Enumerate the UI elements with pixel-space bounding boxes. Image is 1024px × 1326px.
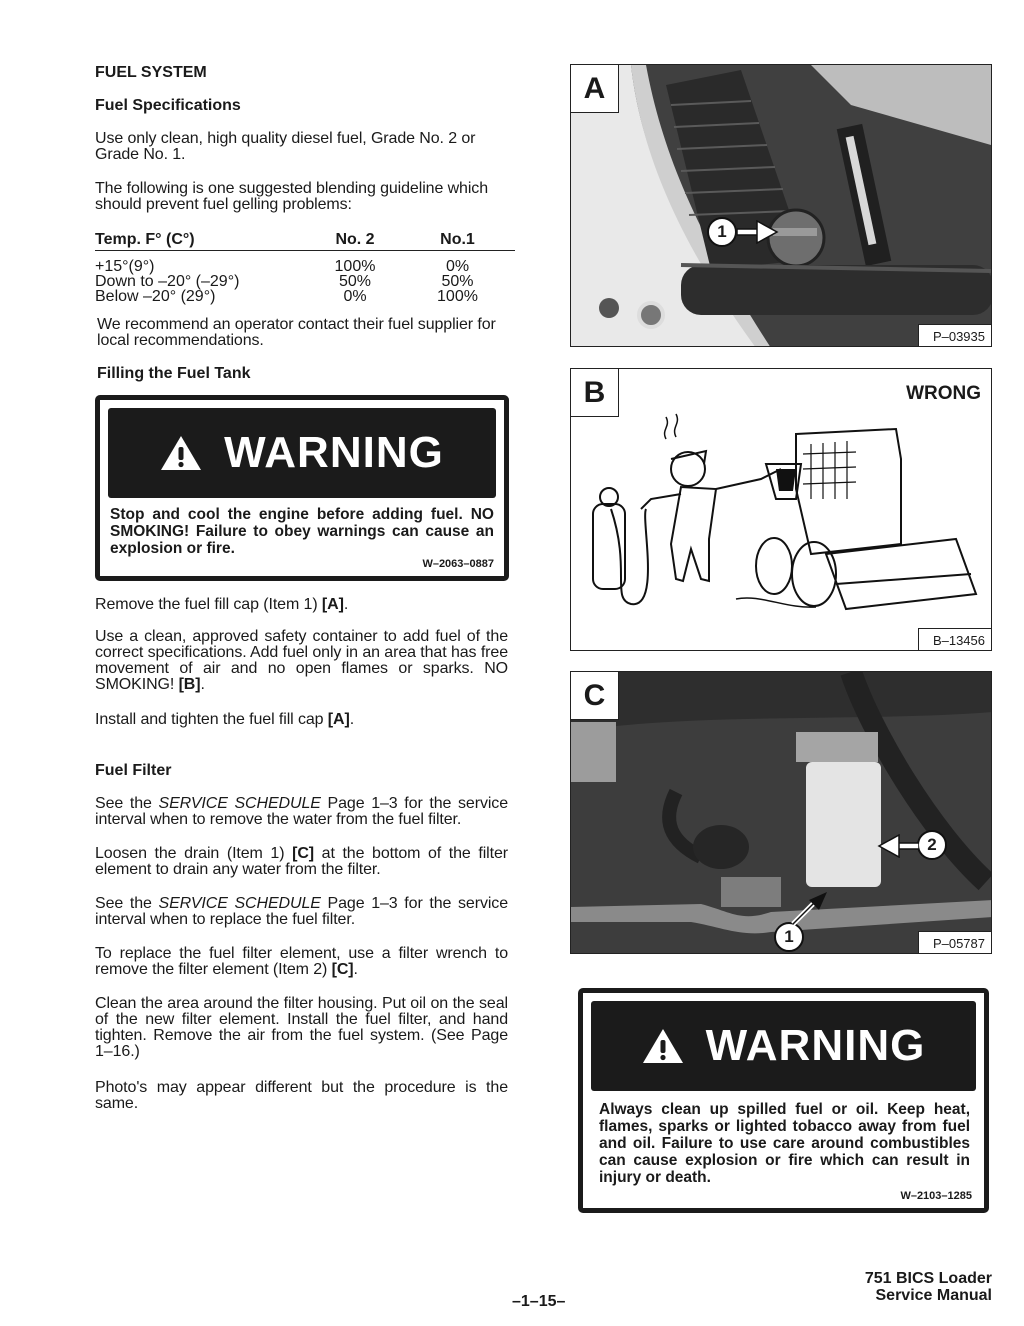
fuel-supplier-note: We recommend an operator contact their fuel supplier for local recommendations. <box>97 316 496 349</box>
warning-title: WARNING <box>705 1021 926 1070</box>
col-temp: Temp. F° (C°) <box>95 231 195 248</box>
cell-temp: +15°(9°) <box>95 258 155 275</box>
callout-arrow-icon <box>877 834 919 858</box>
warning-code: W–2103–1285 <box>900 1190 972 1202</box>
fuel-filter-heading: Fuel Filter <box>95 762 172 779</box>
table-row <box>95 274 515 289</box>
cell-temp: Below –20° (29°) <box>95 288 216 305</box>
cell-temp: Down to –20° (–29°) <box>95 273 240 290</box>
wrong-label: WRONG <box>906 383 981 404</box>
step-add-fuel: Use a clean, approved safety container to add fuel of the correct specifications. Add fuel only in an area that has free movement of air and no open flames or sparks. NO SMOKING! [B]. <box>95 628 508 693</box>
page-number: –1–15– <box>512 1293 566 1310</box>
figure-letter-a: A <box>571 65 619 113</box>
warning-box-fuel-fill <box>95 395 509 581</box>
cell-no2: 100% <box>334 258 376 275</box>
filter-para5: Clean the area around the filter housing. Put oil on the seal of the new filter element. Install the fuel filter, and hand tighten. Remove the air from the fuel system. (See Page 1–16.) <box>95 995 508 1060</box>
warning-band <box>108 408 496 498</box>
filter-para4: To replace the fuel filter element, use a filter wrench to remove the filter element (Item 2) [C]. <box>95 945 508 978</box>
warning-title: WARNING <box>224 428 444 477</box>
model-name: 751 BICS Loader <box>864 1270 992 1287</box>
callout-2-filter-element: 2 <box>917 830 947 860</box>
col-no1: No.1 <box>440 231 475 248</box>
filter-para3: See the SERVICE SCHEDULE Page 1–3 for the service interval when to replace the fuel filter. <box>95 895 508 928</box>
figure-code-a: P–03935 <box>918 324 991 346</box>
step-remove-cap: Remove the fuel fill cap (Item 1) [A]. <box>95 596 349 613</box>
fuel-specs-para2: The following is one suggested blending guideline which should prevent fuel gelling problems: <box>95 180 488 213</box>
figure-ref-a: [A] <box>321 596 344 613</box>
cell-no2: 50% <box>338 273 372 290</box>
figure-b-wrong-illustration <box>570 368 992 651</box>
cell-no1: 0% <box>445 258 470 275</box>
cell-no2: 0% <box>343 288 367 305</box>
fuel-specs-heading: Fuel Specifications <box>95 97 241 114</box>
cell-no1: 50% <box>441 273 474 290</box>
figure-ref-c: [C] <box>292 845 315 862</box>
table-row <box>95 259 515 274</box>
figure-a-fuel-cap-photo <box>570 64 992 347</box>
figure-ref-c: [C] <box>331 961 354 978</box>
filling-heading: Filling the Fuel Tank <box>97 365 251 382</box>
callout-1-drain: 1 <box>774 922 804 952</box>
callout-1-fuel-cap: 1 <box>707 217 737 247</box>
fuel-filter-photo-illustration <box>571 672 992 954</box>
figure-ref-a: [A] <box>327 711 350 728</box>
fuel-cap-photo-illustration <box>571 65 992 347</box>
warning-text: Always clean up spilled fuel or oil. Keep heat, flames, sparks or lighted tobacco away from fuel and oil. Failure to use care around combustibles can cause explosion or fire which can result in injury or death. <box>599 1101 970 1186</box>
filter-para6: Photo's may appear different but the procedure is the same. <box>95 1079 508 1112</box>
warning-code: W–2063–0887 <box>422 558 494 570</box>
smoking-refuel-illustration <box>571 369 992 651</box>
manual-title <box>865 1270 992 1304</box>
figure-code-b: B–13456 <box>918 628 991 650</box>
cell-no1: 100% <box>437 288 478 305</box>
table-row <box>95 289 515 304</box>
figure-letter-c: C <box>571 672 619 720</box>
figure-letter-b: B <box>571 369 619 417</box>
filter-para2: Loosen the drain (Item 1) [C] at the bottom of the filter element to drain any water from the filter. <box>95 845 508 878</box>
blend-table-header <box>95 231 515 251</box>
figure-ref-b: [B] <box>178 676 201 693</box>
callout-arrow-icon <box>789 890 829 926</box>
warning-box-spilled-fuel <box>578 988 989 1213</box>
col-no2: No. 2 <box>335 231 375 248</box>
warning-triangle-icon <box>160 435 202 471</box>
warning-triangle-icon <box>642 1028 684 1064</box>
callout-arrow-icon <box>737 220 779 244</box>
figure-c-fuel-filter-photo <box>570 671 992 954</box>
figure-code-c: P–05787 <box>918 931 991 953</box>
section-title: FUEL SYSTEM <box>95 64 207 81</box>
blend-table <box>95 231 515 304</box>
step-install-cap: Install and tighten the fuel fill cap [A]. <box>95 711 355 728</box>
fuel-specs-para1: Use only clean, high quality diesel fuel, Grade No. 2 or Grade No. 1. <box>95 130 476 163</box>
warning-text: Stop and cool the engine before adding fuel. NO SMOKING! Failure to obey warnings can cause an explosion or fire. <box>110 506 494 557</box>
manual-name: Service Manual <box>875 1287 992 1304</box>
warning-band <box>591 1001 976 1091</box>
filter-para1: See the SERVICE SCHEDULE Page 1–3 for the service interval when to remove the water from the fuel filter. <box>95 795 508 828</box>
